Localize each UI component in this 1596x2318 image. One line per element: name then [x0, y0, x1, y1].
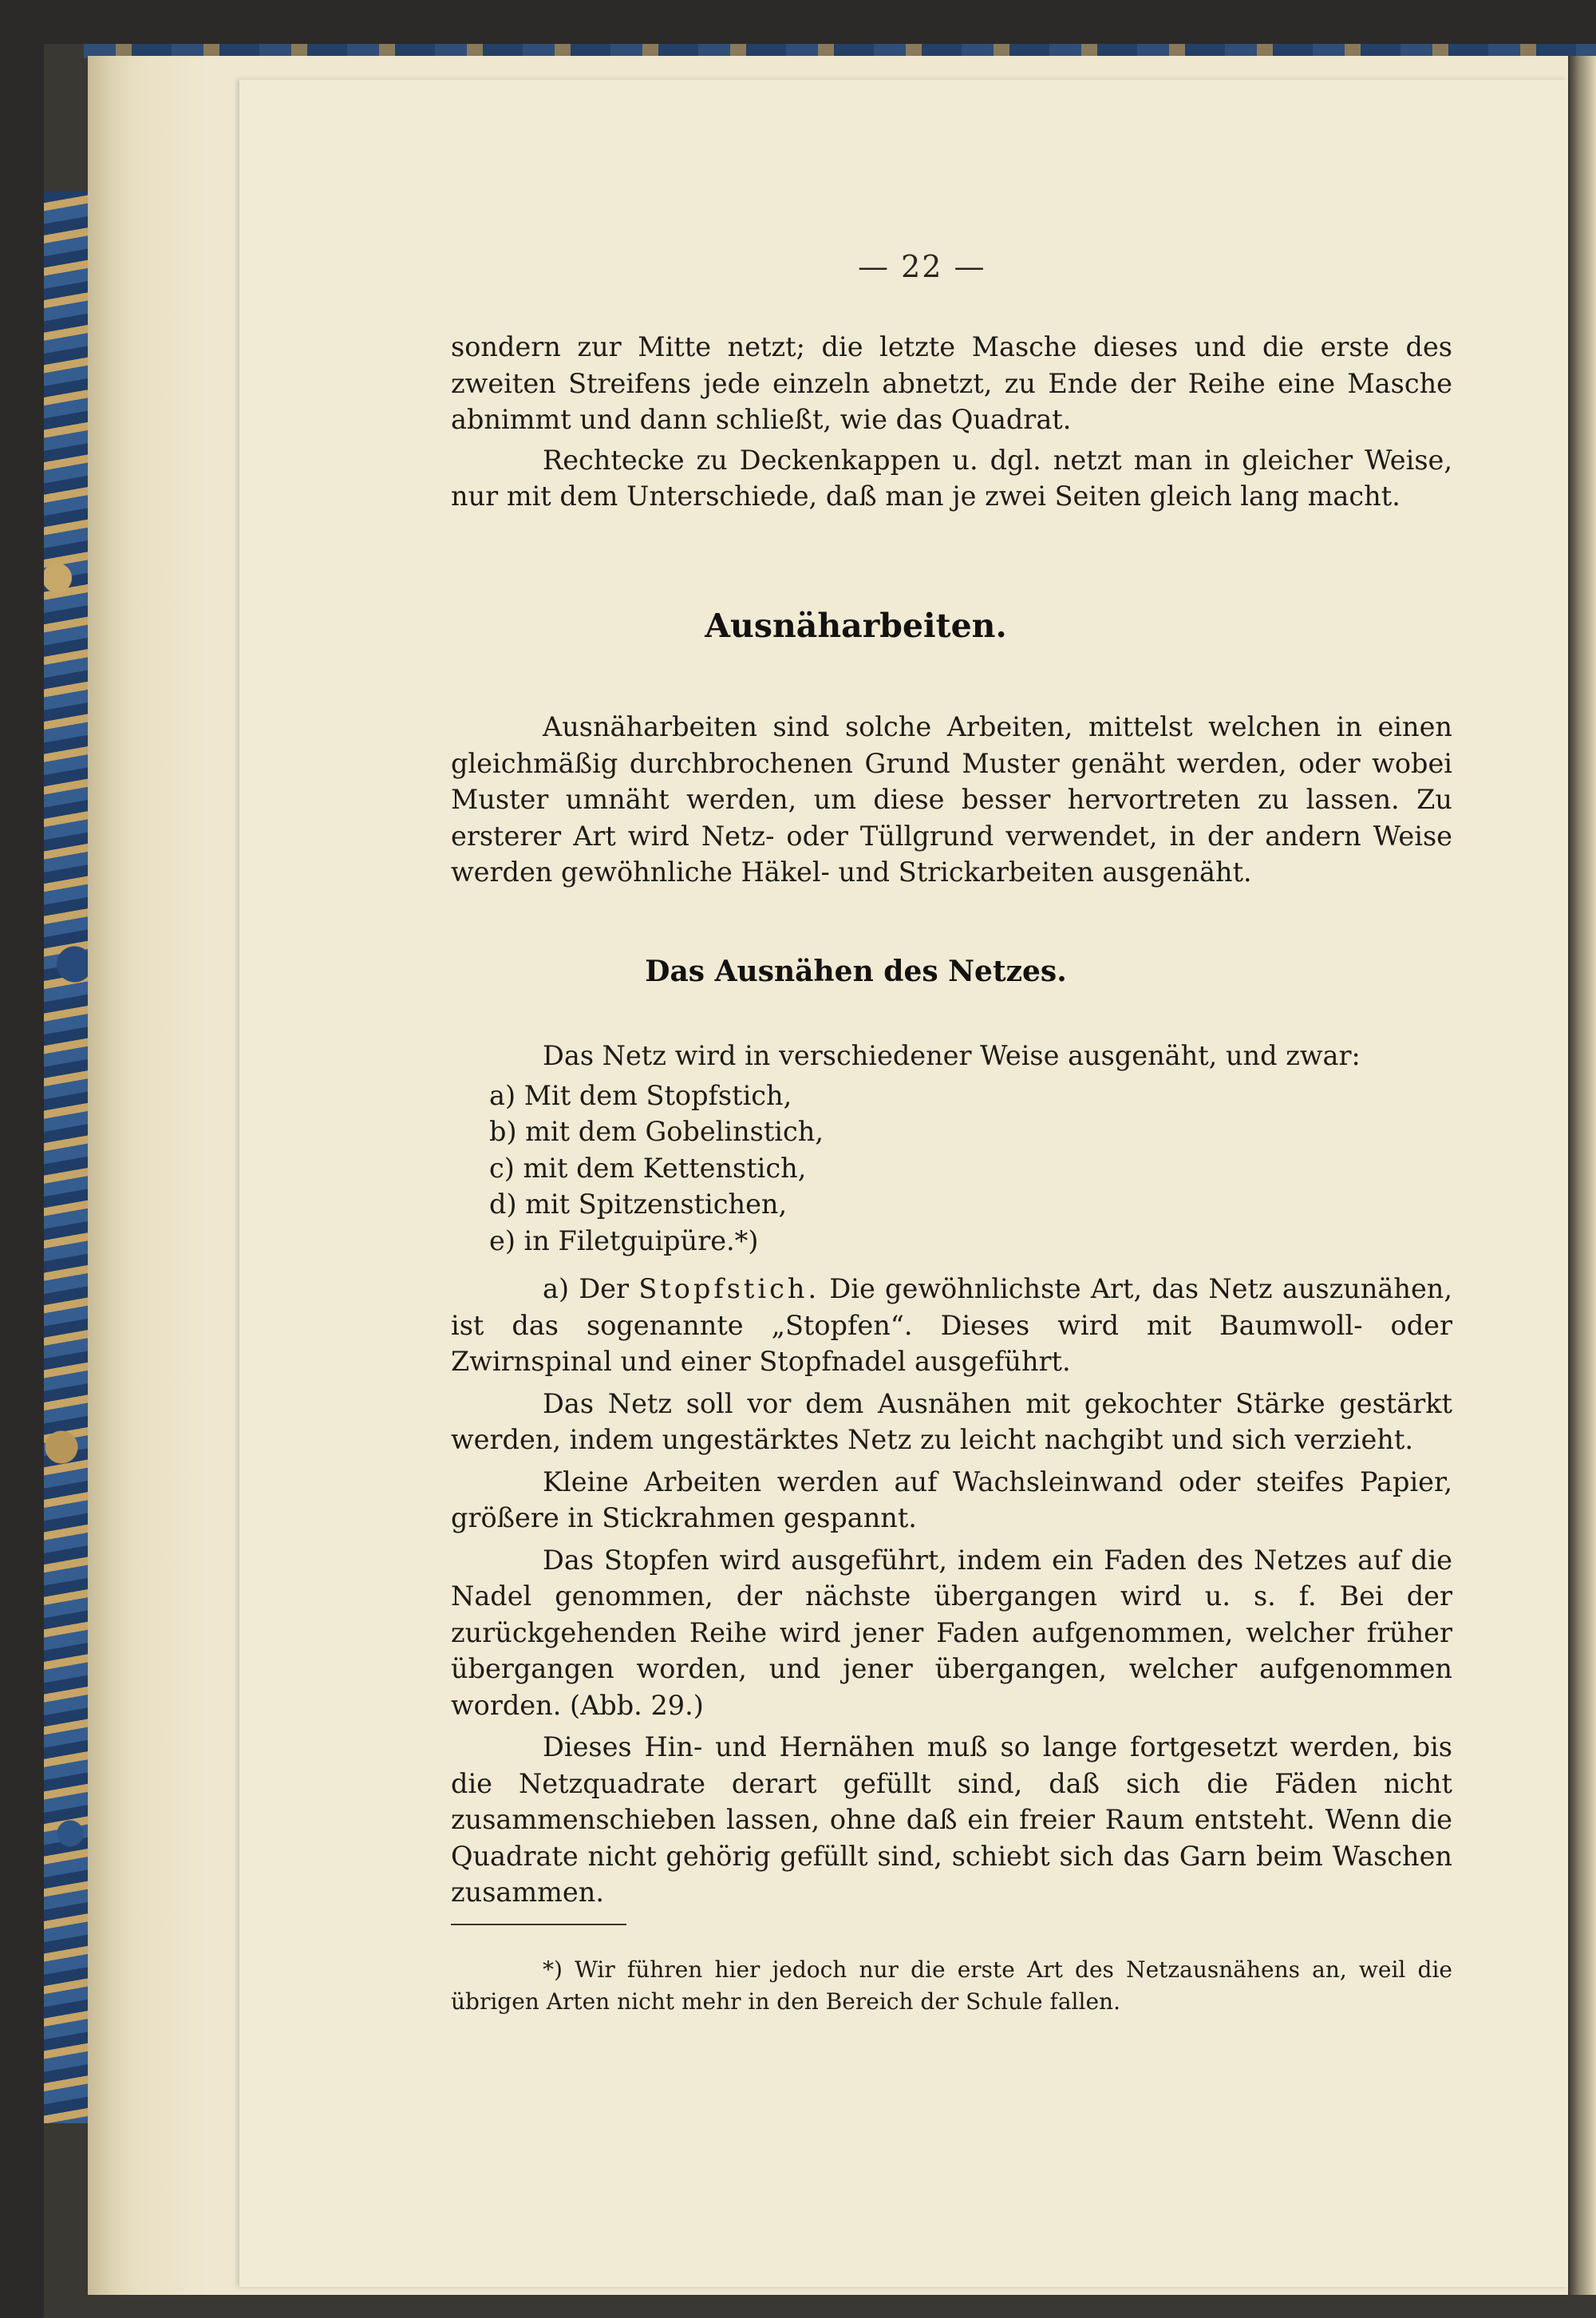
section-label: a) Der [543, 1273, 630, 1304]
top-paragraphs [451, 329, 1452, 515]
list-item: e) in Filetguipüre.*) [489, 1224, 759, 1256]
list-item: c) mit dem Kettenstich, [489, 1152, 807, 1184]
subsection-heading: Das Ausnähen des Netzes. [645, 955, 1067, 988]
main-paragraphs [451, 1271, 1452, 1917]
section-text: Die gewöhnlichste Art, das Netz auszunähen, ist das sogenannte „Stopfen“. Dieses wird mit Baumwoll- oder Zwirnspinal und einer Stopfnadel ausgeführt. [451, 1273, 1452, 1377]
paragraph-stopfen: Das Stopfen wird ausgeführt, indem ein Faden des Netzes auf die Nadel genommen, der nächste übergangen wird u. s. f. Bei der zurückgehenden Reihe wird jener Faden aufgenommen, welcher früher übergangen worden, und jener übergangen, welcher aufgenommen worden. (Abb. 29.) [451, 1544, 1452, 1721]
book-gutter [1568, 56, 1596, 2295]
marbled-endpaper [44, 192, 88, 2123]
paragraph-starch: Das Netz soll vor dem Ausnähen mit gekochter Stärke gestärkt werden, indem ungestärktes Netz zu leicht nachgibt und sich verzieht. [451, 1387, 1452, 1455]
stitch-list-block [451, 1038, 1452, 1259]
footnote [451, 1954, 1452, 2018]
paragraph-small-works: Kleine Arbeiten werden auf Wachsleinwand oder steifes Papier, größere in Stickrahmen gespannt. [451, 1466, 1452, 1533]
footnote-text: *) Wir führen hier jedoch nur die erste Art des Netzausnähens an, weil die übrigen Arten nicht mehr in den Bereich der Schule fallen. [451, 1956, 1452, 2015]
section-term: Stopfstich. [638, 1273, 820, 1304]
list-item: d) mit Spitzenstichen, [489, 1189, 788, 1220]
intro-paragraph [451, 709, 1452, 891]
stitch-list [451, 1078, 1452, 1260]
page-number: — 22 — [858, 249, 986, 284]
paragraph-hin-her: Dieses Hin- und Hernähen muß so lange fortgesetzt werden, bis die Netzquadrate derart gefüllt sind, daß sich die Fäden nicht zusammenschieben lassen, ohne daß ein freier Raum entsteht. Wenn die Quadrate nicht gehörig gefüllt sind, schiebt sich das Garn beim Waschen zusammen. [451, 1731, 1452, 1908]
list-lead: Das Netz wird in verschiedener Weise ausgenäht, und zwar: [543, 1040, 1361, 1071]
paragraph-intro: Ausnäharbeiten sind solche Arbeiten, mittelst welchen in einen gleichmäßig durchbrochenen Grund Muster genäht werden, oder wobei Muster umnäht werden, um diese besser hervortreten zu lassen. Zu ersterer Art wird Netz- oder Tüllgrund verwendet, in der andern Weise werden gewöhnliche Häkel- und Strickarbeiten ausgenäht. [451, 711, 1452, 888]
list-item: b) mit dem Gobelinstich, [489, 1116, 824, 1147]
footnote-rule [451, 1924, 626, 1925]
list-item: a) Mit dem Stopfstich, [489, 1079, 792, 1111]
paragraph-continuation: sondern zur Mitte netzt; die letzte Masche dieses und die erste des zweiten Streifens jede einzeln abnetzt, zu Ende der Reihe eine Masche abnimmt und dann schließt, wie das Quadrat. [451, 331, 1452, 435]
paragraph-rectangles: Rechtecke zu Deckenkappen u. dgl. netzt man in gleicher Weise, nur mit dem Unterschiede, daß man je zwei Seiten gleich lang macht. [451, 444, 1452, 512]
section-heading: Ausnäharbeiten. [705, 607, 1007, 645]
paragraph-stopfstich [451, 1271, 1452, 1380]
